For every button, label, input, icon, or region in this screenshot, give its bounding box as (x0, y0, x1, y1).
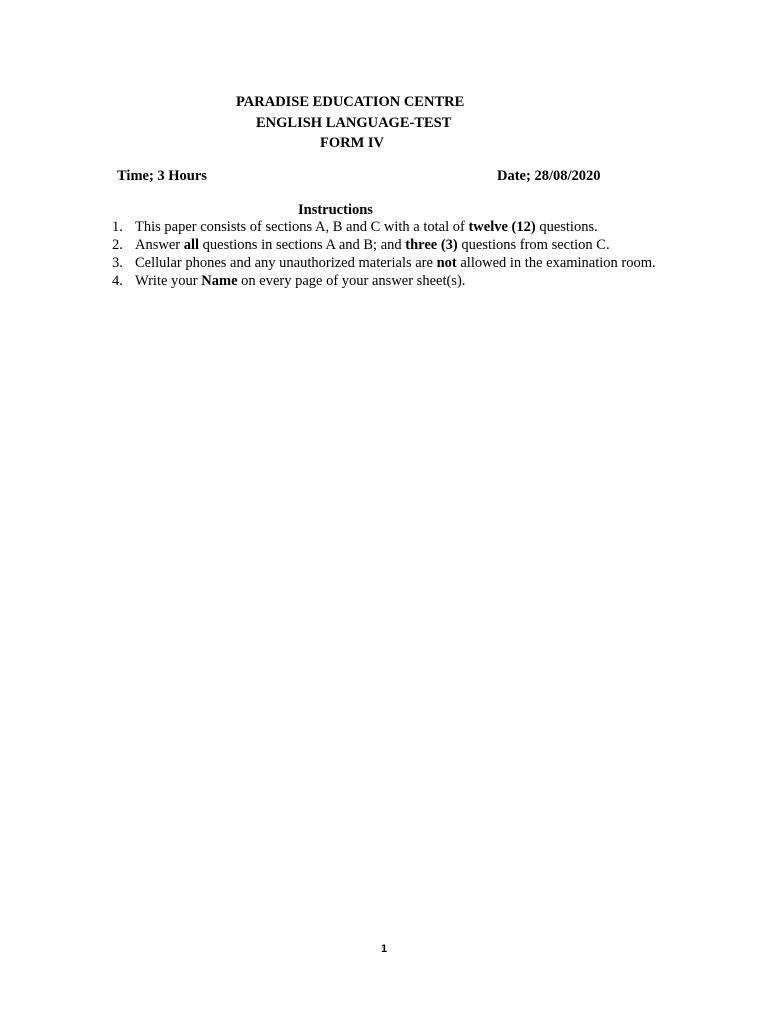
instructions-heading: Instructions (298, 202, 373, 218)
instruction-text: Answer all questions in sections A and B; and three (3) questions from section C. (135, 237, 610, 253)
instruction-text: Write your Name on every page of your answer sheet(s). (135, 273, 466, 289)
instruction-number: 4. (112, 273, 123, 289)
instruction-item (112, 254, 656, 272)
instruction-number: 1. (112, 219, 123, 235)
test-title: ENGLISH LANGUAGE-TEST (256, 115, 452, 131)
instruction-text: Cellular phones and any unauthorized materials are not allowed in the examination room. (135, 255, 656, 271)
instructions-list (112, 218, 656, 290)
school-name: PARADISE EDUCATION CENTRE (236, 94, 465, 110)
emphasis: all (183, 237, 200, 253)
exam-time: Time; 3 Hours (117, 168, 207, 184)
page-number: 1 (380, 943, 388, 955)
emphasis: twelve (12) (468, 219, 536, 235)
emphasis: Name (201, 273, 238, 289)
emphasis: three (3) (405, 237, 458, 253)
form-level: FORM IV (320, 135, 385, 151)
instruction-item (112, 272, 656, 290)
emphasis: not (436, 255, 457, 271)
exam-date: Date; 28/08/2020 (497, 168, 601, 184)
instruction-number: 3. (112, 255, 123, 271)
instruction-text: This paper consists of sections A, B and C with a total of twelve (12) questions. (135, 219, 598, 235)
instruction-number: 2. (112, 237, 123, 253)
instruction-item (112, 218, 656, 236)
instruction-item (112, 236, 656, 254)
